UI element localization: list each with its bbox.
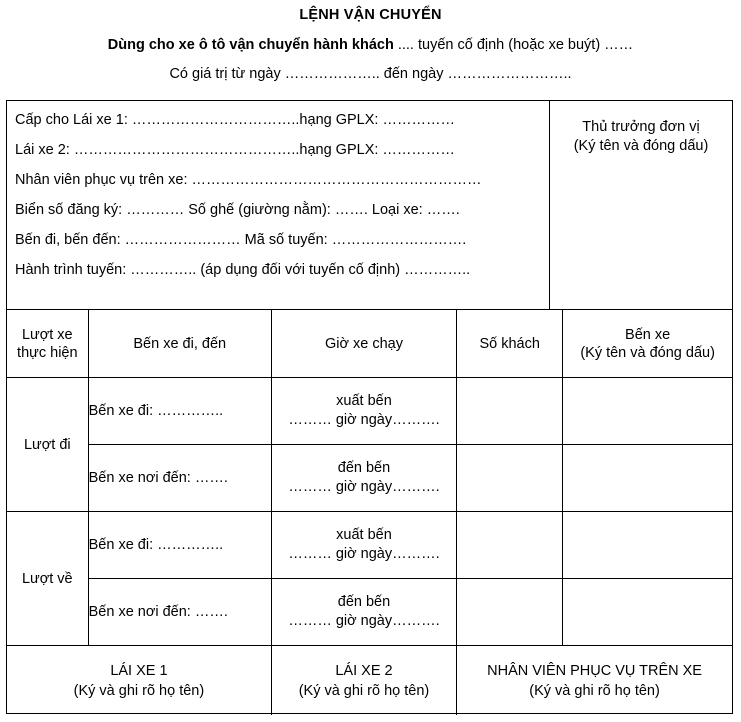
form-frame <box>6 100 733 714</box>
field-driver-2[interactable]: Lái xe 2: ………………………………………..hạng GPLX: …………… <box>15 142 455 158</box>
return-arrive-time-value: ……… giờ ngày………. <box>288 613 440 629</box>
table-row <box>7 445 732 512</box>
signature-driver-2-title: LÁI XE 2 <box>335 662 393 679</box>
approver-title: Thủ trưởng đơn vị <box>582 119 700 135</box>
signature-onboard-staff-title: NHÂN VIÊN PHỤC VỤ TRÊN XE <box>487 662 702 679</box>
return-depart-time-value: ……… giờ ngày………. <box>288 546 440 562</box>
table-row <box>7 579 732 646</box>
header-passenger-count: Số khách <box>457 310 563 378</box>
outbound-depart-passengers[interactable] <box>457 378 563 445</box>
header-station-signature-line1: Bến xe <box>625 326 671 343</box>
approver-subtitle: (Ký tên và đóng dấu) <box>573 138 709 154</box>
outbound-arrive-time-label: đến bến <box>337 460 391 476</box>
outbound-depart-time-value: ……… giờ ngày………. <box>288 412 440 428</box>
header-trip-number-line2: thực hiện <box>17 344 78 361</box>
return-depart-time[interactable] <box>271 512 456 579</box>
signature-driver-2-sub: (Ký và ghi rõ họ tên) <box>298 682 430 699</box>
field-plate-seats-type[interactable]: Biển số đăng ký: ………… Số ghế (giường nằm): ……. Loại xe: ……. <box>15 202 460 218</box>
return-depart-passengers[interactable] <box>457 512 563 579</box>
field-origin-destination-route[interactable]: Bến đi, bến đến: …………………… Mã số tuyến: ………………………. <box>15 232 467 248</box>
signature-onboard-staff[interactable] <box>457 646 732 716</box>
table-row <box>7 512 732 579</box>
vehicle-info-region <box>7 101 732 310</box>
field-route-itinerary[interactable]: Hành trình tuyến: ………….. (áp dụng đối với tuyến cố định) ………….. <box>15 262 471 278</box>
return-arrive-station[interactable]: Bến xe nơi đến: ……. <box>88 579 271 646</box>
header-trip-number-line1: Lượt xe <box>21 326 73 343</box>
return-arrive-time-label: đến bến <box>337 594 391 610</box>
header-trip-number <box>7 310 88 378</box>
header-station-signature <box>563 310 732 378</box>
approver-signature-box <box>550 101 732 309</box>
header-stations: Bến xe đi, đến <box>88 310 271 378</box>
trip-label-outbound: Lượt đi <box>7 378 88 512</box>
document-heading <box>0 0 741 83</box>
trip-log-table <box>7 310 732 715</box>
header-departure-time: Giờ xe chạy <box>271 310 456 378</box>
return-arrive-passengers[interactable] <box>457 579 563 646</box>
table-row <box>7 378 732 445</box>
signature-driver-2[interactable] <box>271 646 456 716</box>
vehicle-info-fields <box>7 101 550 309</box>
outbound-arrive-station[interactable]: Bến xe nơi đến: ……. <box>88 445 271 512</box>
trip-label-return: Lượt về <box>7 512 88 646</box>
signature-driver-1-sub: (Ký và ghi rõ họ tên) <box>73 682 205 699</box>
document-subtitle <box>0 36 741 54</box>
return-arrive-time[interactable] <box>271 579 456 646</box>
signature-driver-1[interactable] <box>7 646 271 716</box>
return-depart-time-label: xuất bến <box>336 527 392 543</box>
return-depart-station[interactable]: Bến xe đi: ………….. <box>88 512 271 579</box>
header-station-signature-line2: (Ký tên và đóng dấu) <box>580 344 715 361</box>
outbound-depart-station[interactable]: Bến xe đi: ………….. <box>88 378 271 445</box>
subtitle-rest-part: .... tuyến cố định (hoặc xe buýt) …… <box>393 37 634 53</box>
outbound-depart-station-signature[interactable] <box>563 378 732 445</box>
page-title: LỆNH VẬN CHUYỂN <box>299 7 442 23</box>
subtitle-bold-part: Dùng cho xe ô tô vận chuyển hành khách <box>107 37 394 53</box>
outbound-arrive-time[interactable] <box>271 445 456 512</box>
signature-row <box>7 646 732 716</box>
return-depart-station-signature[interactable] <box>563 512 732 579</box>
outbound-depart-time-label: xuất bến <box>336 393 392 409</box>
field-driver-1[interactable]: Cấp cho Lái xe 1: ……………………………..hạng GPLX: …………… <box>15 112 455 128</box>
validity-period-line: Có giá trị từ ngày ……………….. đến ngày …………………….. <box>169 66 572 82</box>
outbound-arrive-time-value: ……… giờ ngày………. <box>288 479 440 495</box>
outbound-depart-time[interactable] <box>271 378 456 445</box>
outbound-arrive-station-signature[interactable] <box>563 445 732 512</box>
return-arrive-station-signature[interactable] <box>563 579 732 646</box>
field-onboard-staff[interactable]: Nhân viên phục vụ trên xe: …………………………………………………… <box>15 172 482 188</box>
outbound-arrive-passengers[interactable] <box>457 445 563 512</box>
signature-driver-1-title: LÁI XE 1 <box>110 662 168 679</box>
signature-onboard-staff-sub: (Ký và ghi rõ họ tên) <box>529 682 660 699</box>
table-header-row <box>7 310 732 378</box>
